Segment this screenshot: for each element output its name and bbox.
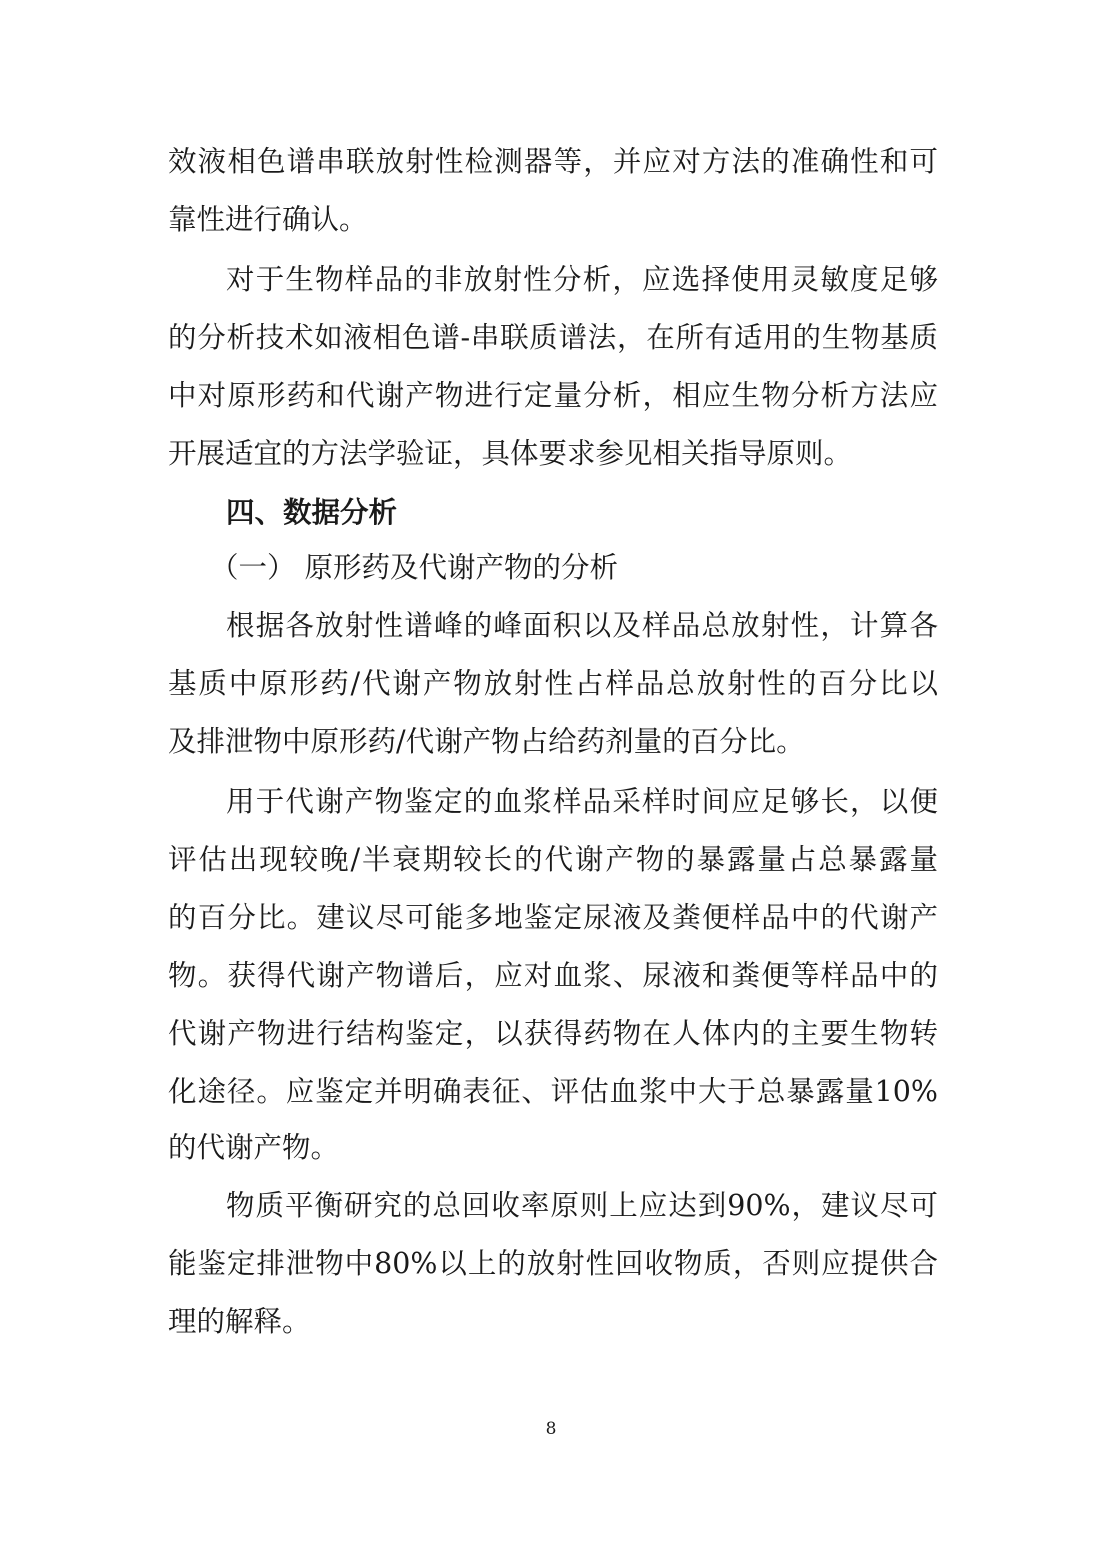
paragraph-line: 开展适宜的方法学验证，具体要求参见相关指导原则。 [168,437,853,470]
paragraph-line: 化途径。应鉴定并明确表征、评估血浆中大于总暴露量10% [168,1075,938,1108]
paragraph-line: 中对原形药和代谢产物进行定量分析，相应生物分析方法应 [168,379,938,412]
paragraph-line: 评估出现较晚/半衰期较长的代谢产物的暴露量占总暴露量 [168,843,938,876]
paragraph-line: 基质中原形药/代谢产物放射性占样品总放射性的百分比以 [168,667,938,700]
paragraph-line: 物。获得代谢产物谱后，应对血浆、尿液和粪便等样品中的 [168,959,938,992]
page-number: 8 [545,1419,557,1439]
paragraph-line: 的代谢产物。 [168,1131,340,1164]
paragraph-line: 的分析技术如液相色谱-串联质谱法，在所有适用的生物基质 [168,321,938,354]
paragraph-line: 根据各放射性谱峰的峰面积以及样品总放射性，计算各 [226,609,938,642]
paragraph-line: 及排泄物中原形药/代谢产物占给药剂量的百分比。 [168,725,805,758]
section-heading: 四、数据分析 [226,495,398,529]
paragraph-line: 效液相色谱串联放射性检测器等，并应对方法的准确性和可 [168,145,938,178]
paragraph-line: 靠性进行确认。 [168,203,368,236]
paragraph-line: 理的解释。 [168,1305,311,1338]
paragraph-line: 物质平衡研究的总回收率原则上应达到90%，建议尽可 [226,1189,938,1222]
subsection-heading: （一） 原形药及代谢产物的分析 [210,551,619,584]
paragraph-line: 的百分比。建议尽可能多地鉴定尿液及粪便样品中的代谢产 [168,901,938,934]
paragraph-line: 对于生物样品的非放射性分析，应选择使用灵敏度足够 [226,263,938,296]
paragraph-line: 代谢产物进行结构鉴定，以获得药物在人体内的主要生物转 [168,1017,938,1050]
paragraph-line: 用于代谢产物鉴定的血浆样品采样时间应足够长，以便 [226,785,938,818]
paragraph-line: 能鉴定排泄物中80%以上的放射性回收物质，否则应提供合 [168,1247,938,1280]
